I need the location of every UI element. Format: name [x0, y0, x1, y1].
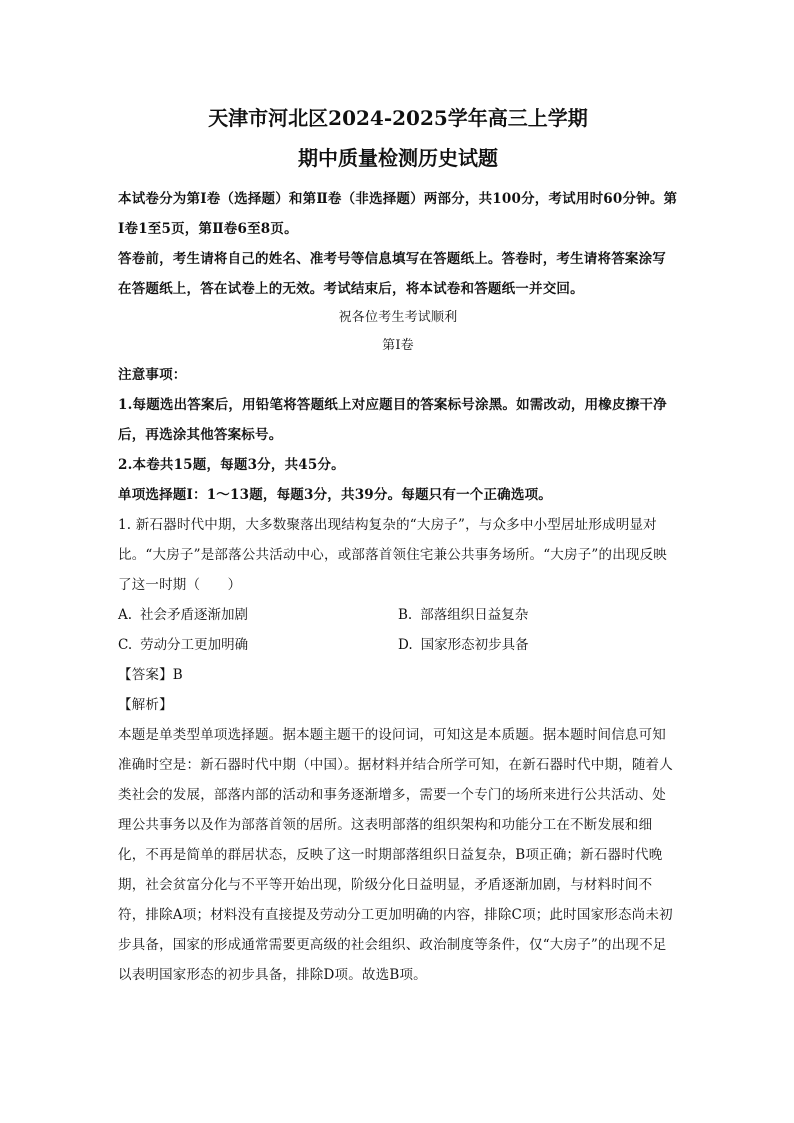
option-b-letter: B. [398, 607, 413, 623]
exam-page [118, 98, 678, 990]
option-d-letter: D. [398, 637, 413, 653]
question-1 [118, 510, 678, 990]
intro-paragraph-2: 答卷前，考生请将自己的姓名、准考号等信息填写在答题纸上。答卷时，考生请将答案涂写在答题纸上，答在试卷上的无效。考试结束后，将本试卷和答题纸一并交回。 [118, 251, 666, 297]
option-b [398, 600, 678, 630]
question-1-analysis-text: 本题是单类型单项选择题。据本题主题干的设问词，可知这是本质题。据本题时间信息可知准确时空是：新石器时代中期（中国）。据材料并结合所学可知，在新石器时代中期，随着人类社会的发展，部落内部的活动和事务逐渐增多，需要一个专门的场所来进行公共活动、处理公共事务以及作为部落首领的居所。这表明部落的组织架构和功能分工在不断发展和细化，不再是简单的群居状态，反映了这一时期部落组织日益复杂，B项正确；新石器时代晚期，社会贫富分化与不平等开始出现，阶级分化日益明显，矛盾逐渐加剧，与材料时间不符，排除A项；材料没有直接提及劳动分工更加明确的内容，排除C项；此时国家形态尚未初步具备，国家的形成通常需要更高级的社会组织、政治制度等条件，仅“大房子”的出现不足以表明国家形态的初步具备，排除D项。故选B项。 [118, 727, 673, 983]
exam-title-line1: 天津市河北区2024-2025学年高三上学期 [208, 106, 588, 130]
notice-item-1: 1.每题选出答案后，用铅笔将答题纸上对应题目的答案标号涂黑。如需改动，用橡皮擦干净后，再选涂其他答案标号。 [118, 397, 667, 443]
notice-heading: 注意事项： [118, 367, 187, 383]
exam-title-line2: 期中质量检测历史试题 [298, 146, 498, 170]
option-a-letter: A. [118, 607, 133, 623]
section-title: 第Ⅰ卷 [382, 338, 414, 353]
option-c [118, 630, 398, 660]
question-1-answer: 【答案】B [118, 667, 183, 683]
option-d [398, 630, 678, 660]
option-b-text: 部落组织日益复杂 [420, 607, 529, 623]
intro-paragraph-1: 本试卷分为第Ⅰ卷（选择题）和第Ⅱ卷（非选择题）两部分，共100分，考试用时60分钟。第Ⅰ卷1至5页，第Ⅱ卷6至8页。 [118, 191, 678, 237]
question-1-analysis-heading: 【解析】 [118, 697, 173, 713]
greeting: 祝各位考生考试顺利 [338, 310, 458, 325]
option-a [118, 600, 398, 630]
question-1-options [118, 600, 678, 660]
question-1-stem: 1. 新石器时代中期，大多数聚落出现结构复杂的“大房子”，与众多中小型居址形成明显对比。“大房子”是部落公共活动中心，或部落首领住宅兼公共事务场所。“大房子”的出现反映了这一时期（ ） [118, 517, 668, 593]
option-c-text: 劳动分工更加明确 [140, 637, 249, 653]
option-c-letter: C. [118, 637, 133, 653]
single-choice-section-heading: 单项选择题Ⅰ：1～13题，每题3分，共39分。每题只有一个正确选项。 [118, 487, 552, 503]
option-d-text: 国家形态初步具备 [420, 637, 529, 653]
notice-item-2: 2.本卷共15题，每题3分，共45分。 [118, 457, 345, 473]
option-a-text: 社会矛盾逐渐加剧 [140, 607, 249, 623]
